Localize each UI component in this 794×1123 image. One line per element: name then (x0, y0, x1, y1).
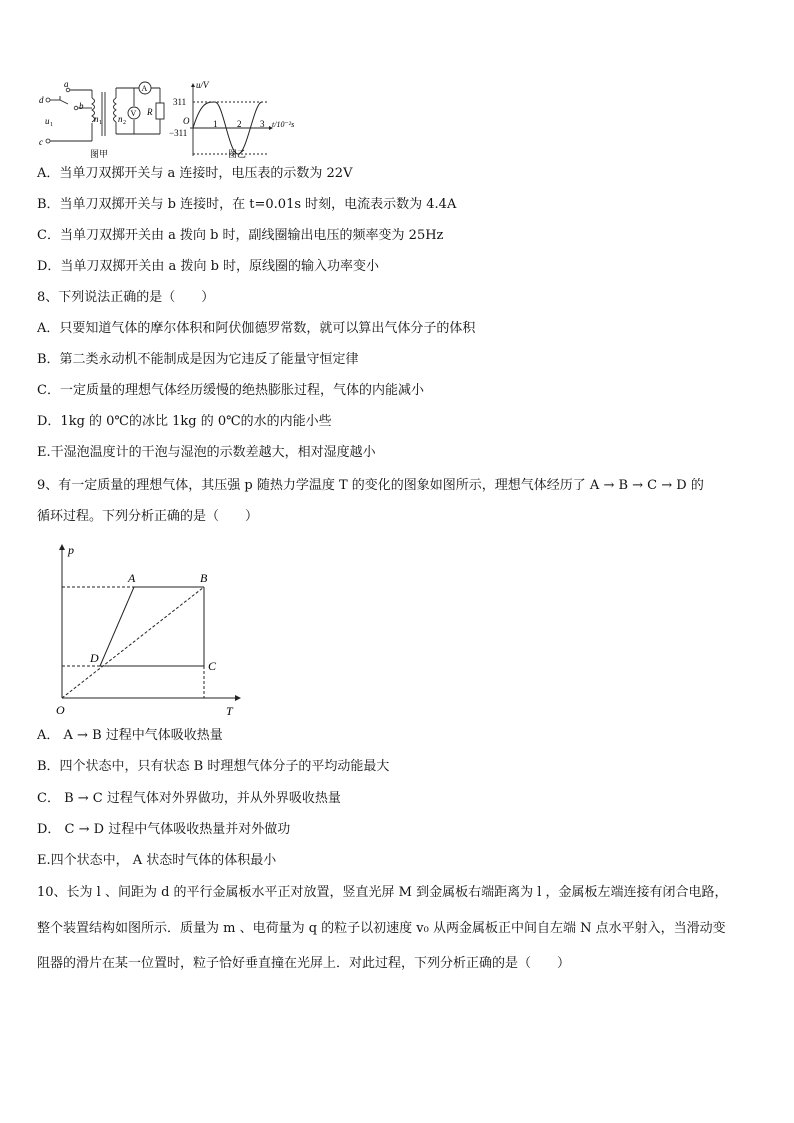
graph-ybottom: −311 (169, 128, 188, 138)
q9-option-d: D． C → D 过程中气体吸收热量并对外做功 (37, 822, 291, 837)
graph-x2: 2 (237, 119, 242, 129)
graph-xlabel: t/10⁻²s (272, 120, 295, 129)
label-a: a (64, 79, 69, 89)
ammeter-label: A (141, 84, 148, 93)
q9-option-c: C． B → C 过程气体对外界做功，并从外界吸收热量 (37, 791, 341, 806)
q9-option-e: E.四个状态中， A 状态时气体的体积最小 (37, 853, 277, 868)
point-d-label: D (90, 651, 99, 665)
transformer-figure (30, 78, 320, 160)
q7-option-b: B．当单刀双掷开关与 b 连接时，在 t=0.01s 时刻，电流表示数为 4.4A (37, 197, 457, 212)
point-c-label: C (208, 659, 217, 673)
label-n2: n (118, 114, 123, 124)
origin-label: O (56, 703, 65, 717)
q7-option-d: D．当单刀双掷开关由 a 拨向 b 时，原线圈的输入功率变小 (37, 259, 380, 274)
q8-stem: 8、下列说法正确的是（ ） (37, 290, 215, 305)
label-b: b (79, 101, 84, 111)
q9-option-a: A． A → B 过程中气体吸收热量 (37, 728, 223, 743)
label-n1-sub: 1 (99, 120, 102, 126)
axis-p-label: p (68, 543, 74, 557)
caption-b: 图乙 (228, 150, 247, 160)
q8-option-d: D．1kg 的 0℃的冰比 1kg 的 0℃的水的内能小些 (37, 414, 332, 429)
point-b-label: B (200, 571, 208, 585)
q8-option-e: E.干湿泡温度计的干泡与湿泡的示数差越大，相对湿度越小 (37, 445, 376, 460)
q9-stem-line1: 9、有一定质量的理想气体，其压强 p 随热力学温度 T 的变化的图象如图所示，理想气体经历了 A → B → C → D 的 (37, 478, 704, 493)
point-a-label: A (128, 571, 136, 585)
graph-x3: 3 (260, 119, 265, 129)
label-n2-sub: 2 (123, 120, 126, 126)
caption-a: 图甲 (90, 150, 109, 160)
graph-x1: 1 (213, 119, 218, 129)
q8-option-c: C．一定质量的理想气体经历缓慢的绝热膨胀过程，气体的内能减小 (37, 383, 424, 398)
pt-diagram (52, 540, 252, 720)
label-u1: u (45, 116, 50, 126)
graph-ytop: 311 (173, 97, 187, 107)
q7-option-a: A．当单刀双掷开关与 a 连接时，电压表的示数为 22V (37, 166, 353, 181)
graph-ylabel: u/V (196, 80, 209, 90)
q9-option-b: B．四个状态中，只有状态 B 时理想气体分子的平均动能最大 (37, 759, 390, 774)
voltmeter-label: V (130, 109, 137, 118)
label-n1: n (94, 114, 99, 124)
label-c: c (39, 137, 43, 147)
label-r: R (147, 107, 153, 117)
label-d: d (39, 95, 44, 105)
q10-line2: 整个装置结构如图所示．质量为 m 、电荷量为 q 的粒子以初速度 v₀ 从两金属板正中间自左端 N 点水平射入，当滑动变 (37, 921, 726, 936)
graph-origin: O (183, 116, 190, 126)
axis-t-label: T (226, 704, 233, 718)
q8-option-b: B．第二类永动机不能制成是因为它违反了能量守恒定律 (37, 352, 359, 367)
label-u1-sub: 1 (50, 122, 53, 128)
q9-stem-line2: 循环过程。下列分析正确的是（ ） (37, 509, 259, 524)
q8-option-a: A．只要知道气体的摩尔体积和阿伏伽德罗常数，就可以算出气体分子的体积 (37, 321, 476, 336)
q10-line1: 10、长为 l 、间距为 d 的平行金属板水平正对放置，竖直光屏 M 到金属板右端距离为 l ，金属板左端连接有闭合电路， (37, 885, 728, 900)
q10-line3: 阻器的滑片在某一位置时，粒子恰好垂直撞在光屏上．对此过程，下列分析正确的是（ ） (37, 956, 571, 971)
q7-option-c: C．当单刀双掷开关由 a 拨向 b 时，副线圈输出电压的频率变为 25Hz (37, 228, 444, 243)
